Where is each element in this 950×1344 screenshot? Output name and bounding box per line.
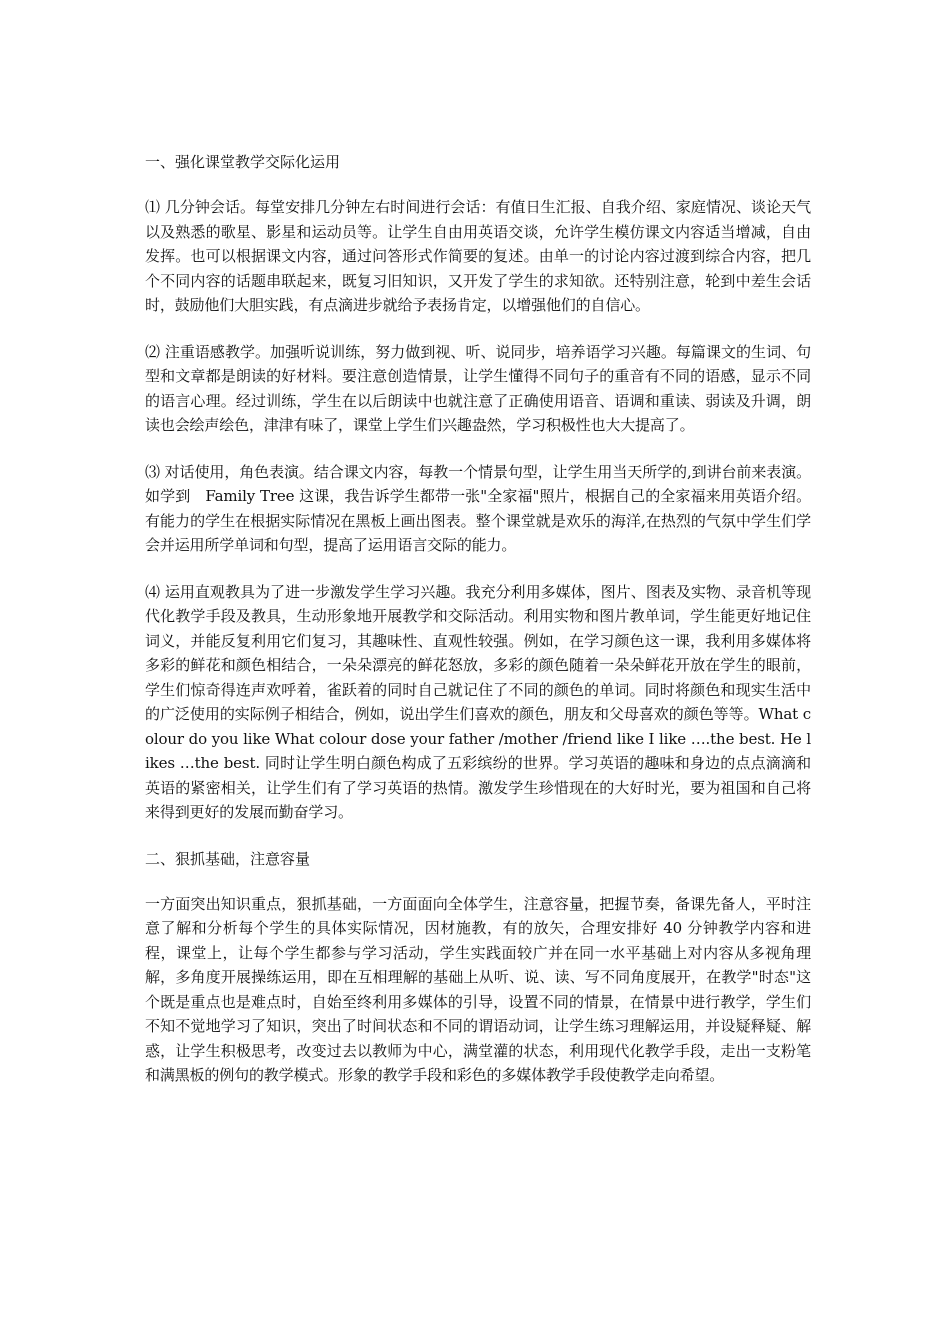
section-heading-1: 一、强化课堂教学交际化运用 — [145, 153, 341, 171]
paragraph-3: ⑶ 对话使用，角色表演。结合课文内容，每教一个情景句型，让学生用当天所学的,到讲台前来表演。如学到 Family Tree 这课，我告诉学生都带一张"全家福"照片，根据自己的全家福来用英语介绍。有能力的学生在根据实际情况在黑板上画出图表。整个课堂就是欢乐的海洋,在热烈的气氛中学生们学会并运用所学单词和句型，提高了运用语言交际的能力。 — [145, 462, 811, 554]
paragraph-1: ⑴ 几分钟会话。每堂安排几分钟左右时间进行会话：有值日生汇报、自我介绍、家庭情况、谈论天气以及熟悉的歌星、影星和运动员等。让学生自由用英语交谈，允许学生模仿课文内容适当增减，自由发挥。也可以根据课文内容，通过问答形式作简要的复述。由单一的讨论内容过渡到综合内容，把几个不同内容的话题串联起来，既复习旧知识，又开发了学生的求知欲。还特别注意，轮到中差生会话时，鼓励他们大胆实践，有点滴进步就给予表扬肯定，以增强他们的自信心。 — [145, 198, 811, 314]
paragraph-2: ⑵ 注重语感教学。加强听说训练，努力做到视、听、说同步，培养语学习兴趣。每篇课文的生词、句型和文章都是朗读的好材料。要注意创造情景，让学生懂得不同句子的重音有不同的语感，显示不同的语言心理。经过训练，学生在以后朗读中也就注意了正确使用语音、语调和重读、弱读及升调，朗读也会绘声绘色，津津有味了，课堂上学生们兴趣盎然，学习积极性也大大提高了。 — [145, 342, 811, 434]
document-page — [145, 150, 811, 1110]
paragraph-5: 一方面突出知识重点，狠抓基础，一方面面向全体学生，注意容量，把握节奏，备课先备人，平时注意了解和分析每个学生的具体实际情况，因材施教，有的放矢，合理安排好 40 分钟教学内容和进程，课堂上，让每个学生都参与学习活动，学生实践面较广并在同一水平基础上对内容从多视角理解，多角度开展操练运用，即在互相理解的基础上从听、说、读、写不同角度展开，在教学"时态"这个既是重点也是难点时，自始至终利用多媒体的引导，设置不同的情景，在情景中进行教学，学生们不知不觉地学习了知识，突出了时间状态和不同的谓语动词，让学生练习理解运用，并设疑释疑、解惑，让学生积极思考，改变过去以教师为中心，满堂灌的状态，利用现代化教学手段，走出一支粉笔和满黑板的例句的教学模式。形象的教学手段和彩色的多媒体教学手段使教学走向希望。 — [145, 894, 811, 1084]
paragraph-4: ⑷ 运用直观教具为了进一步激发学生学习兴趣。我充分利用多媒体，图片、图表及实物、录音机等现代化教学手段及教具，生动形象地开展教学和交际活动。利用实物和图片教单词，学生能更好地记住词义，并能反复利用它们复习，其趣味性、直观性较强。例如，在学习颜色这一课，我利用多媒体将多彩的鲜花和颜色相结合，一朵朵漂亮的鲜花怒放，多彩的颜色随着一朵朵鲜花开放在学生的眼前，学生们惊奇得连声欢呼着，雀跃着的同时自己就记住了不同的颜色的单词。同时将颜色和现实生活中的广泛使用的实际例子相结合，例如，说出学生们喜欢的颜色，朋友和父母喜欢的颜色等等。What colour do you like What colour dose your father /mother /friend like I like ….the best. He likes …the best. 同时让学生明白颜色构成了五彩缤纷的世界。学习英语的趣味和身边的点点滴滴和英语的紧密相关，让学生们有了学习英语的热情。激发学生珍惜现在的大好时光，要为祖国和自己将来得到更好的发展而勤奋学习。 — [145, 582, 811, 821]
section-heading-2: 二、狠抓基础，注意容量 — [145, 849, 311, 868]
